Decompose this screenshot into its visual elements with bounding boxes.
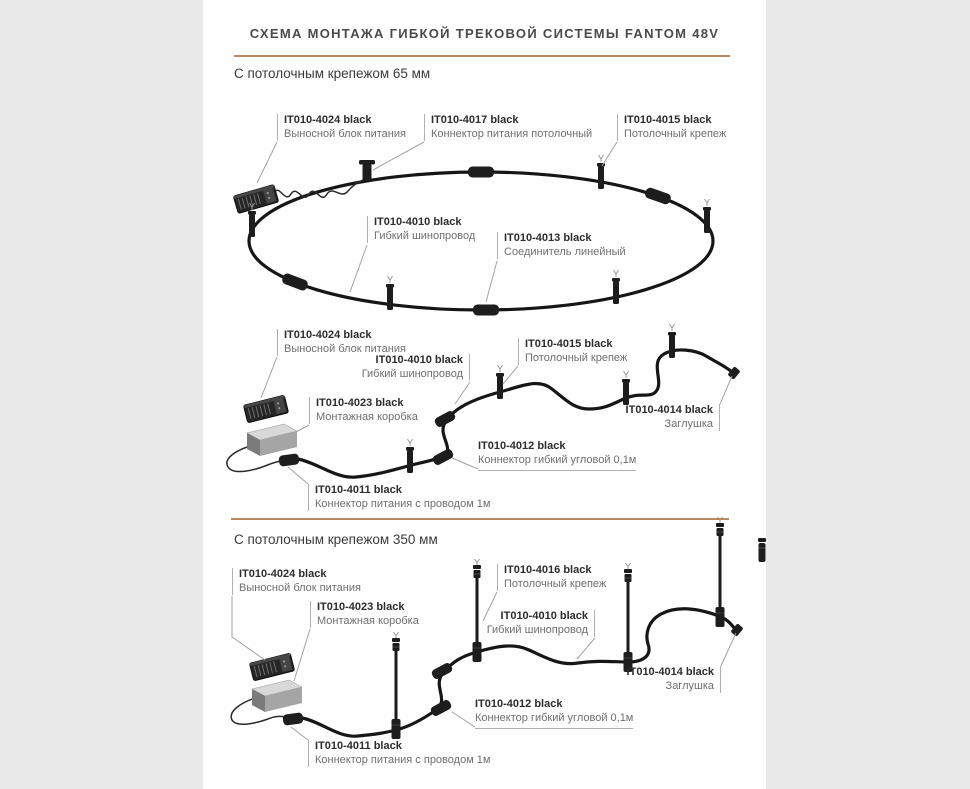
- section-heading-65mm: С потолочным крепежом 65 мм: [234, 66, 431, 81]
- power-supply-unit: [243, 395, 288, 423]
- ceiling-mount-65: [612, 270, 620, 304]
- linear-connector: [281, 272, 309, 292]
- section-divider: [231, 518, 729, 520]
- label-d1-4013: IT010-4013 black Соединитель линейный: [497, 232, 626, 259]
- track-sleeve: [716, 607, 725, 627]
- ceiling-mount-65: [386, 276, 394, 310]
- ceiling-cap-350: [624, 563, 632, 582]
- ceiling-cap-350: [473, 559, 481, 578]
- label-d2-4014: IT010-4014 black Заглушка: [626, 404, 720, 431]
- mounting-box: [247, 424, 297, 456]
- label-d2-4024: IT010-4024 black Выносной блок питания: [277, 329, 406, 356]
- power-supply-unit: [249, 653, 294, 681]
- ceiling-mount-65: [703, 199, 711, 233]
- page-title: СХЕМА МОНТАЖА ГИБКОЙ ТРЕКОВОЙ СИСТЕМЫ FANTOM 48V: [249, 26, 720, 41]
- label-d3-4010: IT010-4010 black Гибкий шинопровод: [487, 610, 595, 637]
- section-heading-350mm: С потолочным крепежом 350 мм: [234, 532, 438, 547]
- label-d3-4011: IT010-4011 black Коннектор питания с проводом 1м: [308, 740, 490, 767]
- power-feed-connector: [282, 712, 303, 726]
- label-d2-4023: IT010-4023 black Монтажная коробка: [309, 397, 418, 424]
- linear-connector: [644, 187, 672, 206]
- ceiling-mount-65: [597, 155, 605, 189]
- linear-connector: [468, 167, 494, 178]
- linear-connector: [473, 305, 499, 316]
- flex-track-ring: [249, 172, 713, 310]
- label-d3-4023: IT010-4023 black Монтажная коробка: [310, 601, 419, 628]
- ceiling-mount-65: [496, 365, 504, 399]
- ceiling-mount-65: [406, 439, 414, 473]
- label-d1-4015: IT010-4015 black Потолочный крепеж: [617, 114, 726, 141]
- ceiling-mount-65: [668, 324, 676, 358]
- label-d3-4024: IT010-4024 black Выносной блок питания: [232, 568, 361, 595]
- label-d1-4024: IT010-4024 black Выносной блок питания: [277, 114, 406, 141]
- ceiling-mount-65: [622, 371, 630, 405]
- power-supply-unit: [233, 185, 278, 214]
- corner-connector: [431, 448, 454, 467]
- ceiling-power-connector: [359, 160, 375, 181]
- label-d2-4012: IT010-4012 black Коннектор гибкий угловой 0,1м: [478, 440, 636, 471]
- label-d3-4012: IT010-4012 black Коннектор гибкий угловой 0,1м: [475, 698, 633, 729]
- label-d3-4014: IT010-4014 black Заглушка: [627, 666, 721, 693]
- label-d3-4016: IT010-4016 black Потолочный крепеж: [497, 564, 606, 591]
- track-sleeve: [473, 642, 482, 662]
- ceiling-cap-350: [392, 632, 400, 651]
- mounting-box: [252, 680, 302, 712]
- track-sleeve: [392, 719, 401, 739]
- spare-ceiling-mount: [758, 538, 766, 562]
- label-d2-4011: IT010-4011 black Коннектор питания с проводом 1м: [308, 484, 490, 511]
- power-feed-connector: [278, 453, 299, 467]
- title-underline: [234, 55, 730, 57]
- label-d2-4015: IT010-4015 black Потолочный крепеж: [518, 338, 627, 365]
- label-d2-4010: IT010-4010 black Гибкий шинопровод: [362, 354, 470, 381]
- label-d1-4017: IT010-4017 black Коннектор питания потолочный: [424, 114, 592, 141]
- label-d1-4010: IT010-4010 black Гибкий шинопровод: [367, 216, 475, 243]
